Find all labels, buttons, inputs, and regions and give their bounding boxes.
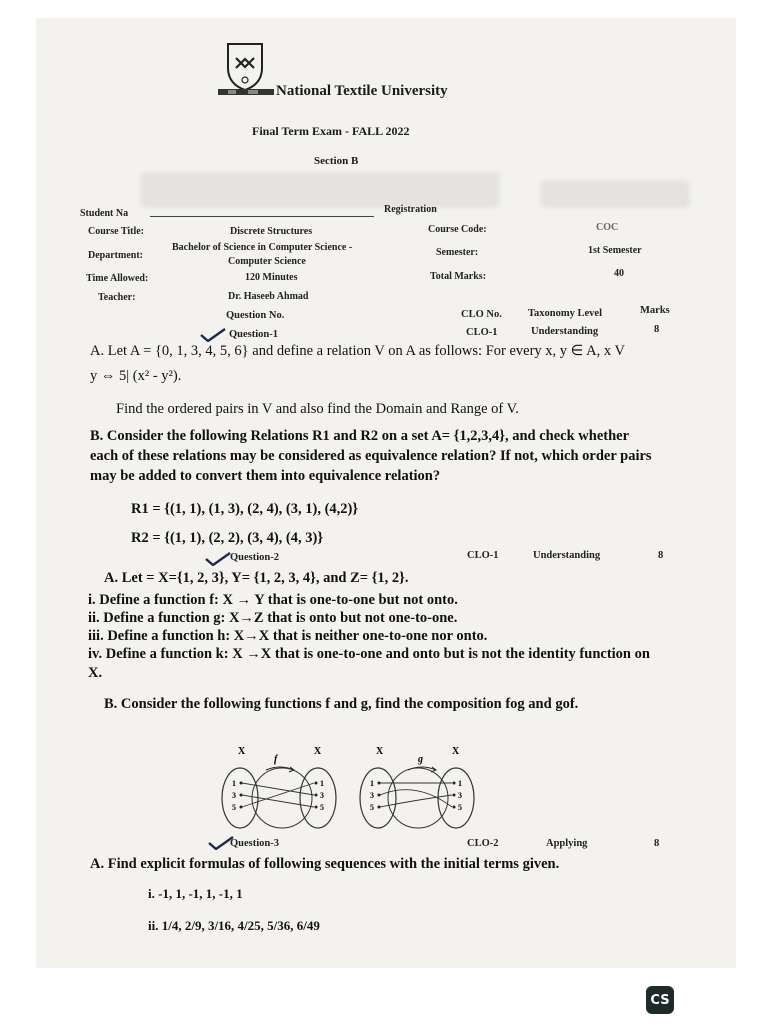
q2-iv-line1: iv. Define a function k: X →X that is one-to-one and onto but is not the identity function on <box>88 646 650 662</box>
q1-a-line2: y ⇔ 5| (x² - y²). <box>90 368 182 384</box>
department-label: Department: <box>88 250 143 261</box>
q1-b-line2: each of these relations may be considered as equivalence relation? If not, which order pairs <box>90 448 652 464</box>
diagram-set-label: X <box>452 746 460 757</box>
course-title-label: Course Title: <box>88 226 145 237</box>
department-value-line2: Computer Science <box>228 256 306 267</box>
redacted-area <box>140 172 500 208</box>
svg-text:3: 3 <box>370 791 374 800</box>
sequence-i: i. -1, 1, -1, 1, -1, 1 <box>148 886 243 901</box>
diagram-set-label: X <box>314 746 322 757</box>
checkmark-icon <box>205 552 231 566</box>
svg-text:3: 3 <box>232 791 236 800</box>
question-no-header: Question No. <box>226 310 285 321</box>
q2-a-line: A. Let = X={1, 2, 3}, Y= {1, 2, 3, 4}, and Z= {1, 2}. <box>104 570 409 586</box>
time-label: Time Allowed: <box>86 273 149 284</box>
outer-circle <box>388 768 448 828</box>
course-title-value: Discrete Structures <box>230 226 313 237</box>
set-ellipse <box>222 768 258 828</box>
svg-text:5: 5 <box>232 803 236 812</box>
q2-marks: 8 <box>658 550 664 561</box>
q1-a-find: Find the ordered pairs in V and also find the Domain and Range of V. <box>116 401 519 417</box>
clo-no-header: CLO No. <box>461 309 502 320</box>
svg-text:1: 1 <box>370 779 374 788</box>
q1-b-line1: B. Consider the following Relations R1 and R2 on a set A= {1,2,3,4}, and check whether <box>90 428 630 444</box>
semester-value: 1st Semester <box>588 245 642 256</box>
student-name-line <box>150 216 374 217</box>
set-ellipse <box>300 768 336 828</box>
svg-text:5: 5 <box>370 803 374 812</box>
q3-clo: CLO-2 <box>467 838 499 849</box>
function-g-label: g <box>418 754 423 765</box>
semester-label: Semester: <box>436 247 479 258</box>
student-name-label: Student Na <box>80 208 129 219</box>
teacher-value: Dr. Haseeb Ahmad <box>228 291 309 302</box>
q3-marks: 8 <box>654 838 660 849</box>
q2-b-line: B. Consider the following functions f and g, find the composition fog and gof. <box>104 696 579 712</box>
q1-marks: 8 <box>654 324 660 335</box>
exam-title: Final Term Exam - FALL 2022 <box>252 124 410 138</box>
time-value: 120 Minutes <box>245 272 298 283</box>
redacted-area <box>540 180 690 208</box>
q2-level: Understanding <box>533 550 601 561</box>
q3-label: Question-3 <box>230 838 280 849</box>
university-name: National Textile University <box>276 83 448 99</box>
university-logo-icon <box>222 40 268 92</box>
registration-label: Registration <box>384 204 437 215</box>
q2-label: Question-2 <box>230 552 280 563</box>
svg-text:5: 5 <box>320 803 324 812</box>
svg-text:3: 3 <box>458 791 462 800</box>
q1-label: Question-1 <box>229 329 279 340</box>
diagram-set-label: X <box>376 746 384 757</box>
set-ellipse <box>438 768 474 828</box>
svg-text:5: 5 <box>458 803 462 812</box>
q1-b-line3: may be added to convert them into equivalence relation? <box>90 468 441 484</box>
marks-header: Marks <box>640 305 670 316</box>
diagram-set-label: X <box>238 746 246 757</box>
svg-text:1: 1 <box>320 779 324 788</box>
function-diagram <box>210 740 480 840</box>
svg-text:1: 1 <box>458 779 462 788</box>
q2-i: i. Define a function f: X → Y that is one-to-one but not onto. <box>88 592 458 608</box>
q1-clo: CLO-1 <box>466 327 498 338</box>
camscanner-badge-icon: CS <box>646 986 674 1014</box>
q3-a-line: A. Find explicit formulas of following sequences with the initial terms given. <box>90 856 560 872</box>
checkmark-icon <box>200 328 226 342</box>
logo-banner-icon <box>218 86 274 98</box>
department-value-line1: Bachelor of Science in Computer Science - <box>172 242 353 253</box>
relation-r1: R1 = {(1, 1), (1, 3), (2, 4), (3, 1), (4,2)} <box>131 501 359 517</box>
taxonomy-header: Taxonomy Level <box>528 308 602 319</box>
q1-level: Understanding <box>531 326 599 337</box>
svg-text:1: 1 <box>232 779 236 788</box>
q2-iv-line2: X. <box>88 665 103 681</box>
sequence-ii: ii. 1/4, 2/9, 3/16, 4/25, 5/36, 6/49 <box>148 918 320 933</box>
q2-clo: CLO-1 <box>467 550 499 561</box>
q2-ii: ii. Define a function g: X→Z that is onto but not one-to-one. <box>88 610 458 626</box>
set-ellipse <box>360 768 396 828</box>
relation-r2: R2 = {(1, 1), (2, 2), (3, 4), (4, 3)} <box>131 530 324 546</box>
q1-a-line1: A. Let A = {0, 1, 3, 4, 5, 6} and define a relation V on A as follows: For every x, y ∈ A, x V <box>90 343 625 359</box>
course-code-label: Course Code: <box>428 224 487 235</box>
course-code-value: COC <box>596 222 619 233</box>
q2-iii: iii. Define a function h: X→X that is neither one-to-one nor onto. <box>88 628 488 644</box>
teacher-label: Teacher: <box>98 292 136 303</box>
section-title: Section B <box>314 155 359 167</box>
total-marks-value: 40 <box>614 268 624 279</box>
total-marks-label: Total Marks: <box>430 271 487 282</box>
q3-level: Applying <box>546 838 588 849</box>
svg-text:3: 3 <box>320 791 324 800</box>
function-f-label: f <box>274 754 278 765</box>
